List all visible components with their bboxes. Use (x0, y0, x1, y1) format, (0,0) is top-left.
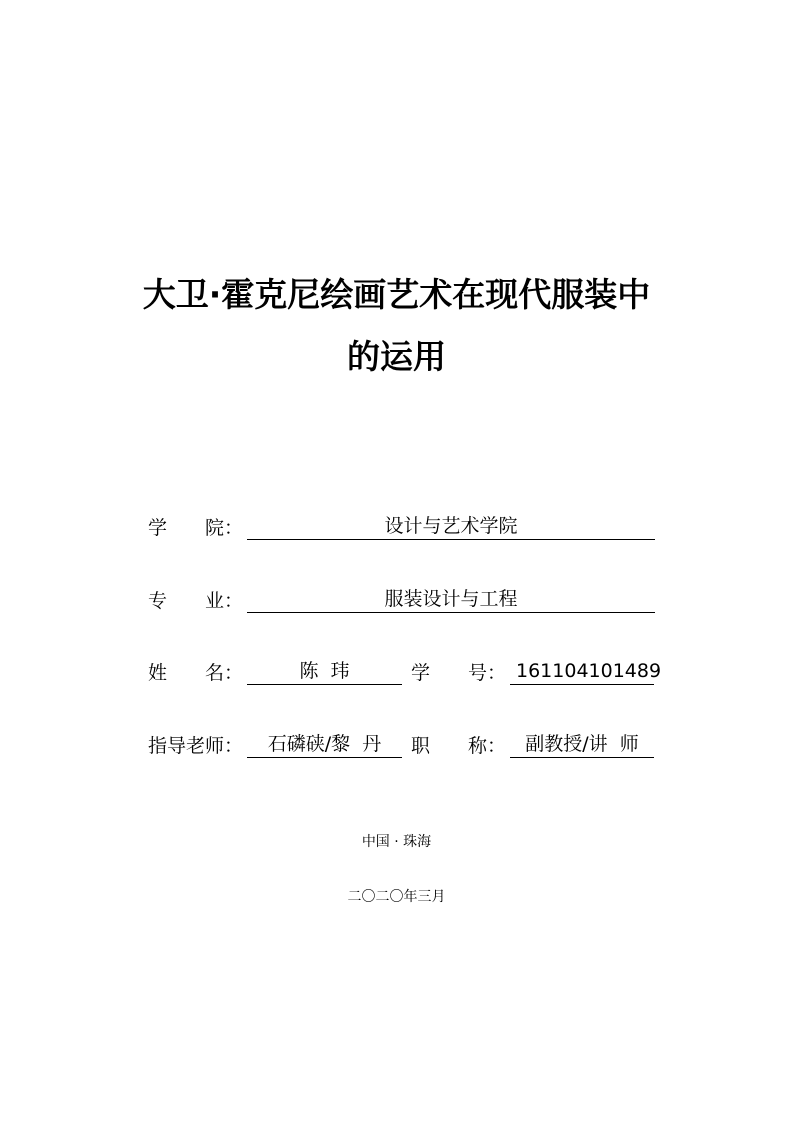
major-label: 专 业： (148, 590, 244, 612)
college-value: 设计与艺术学院 (247, 514, 655, 540)
title-rank-value: 副教授/讲 师 (510, 732, 654, 758)
advisor-label: 指导老师： (148, 735, 244, 757)
thesis-title-line-1: 大卫·霍克尼绘画艺术在现代服装中 (142, 275, 651, 314)
major-value: 服装设计与工程 (247, 587, 655, 613)
student-id-label: 学 号： (411, 662, 507, 684)
title-rank-label: 职 称： (411, 735, 507, 757)
college-label: 学 院： (148, 517, 244, 539)
date-text: 二〇二〇年三月 (347, 889, 446, 905)
name-value: 陈 玮 (247, 659, 402, 685)
thesis-title-line-2: 的运用 (347, 337, 446, 376)
name-label: 姓 名： (148, 662, 244, 684)
student-id-value: 161104101489 (510, 659, 654, 685)
location-text: 中国 · 珠海 (361, 834, 432, 850)
advisor-value: 石磷硖/黎 丹 (247, 732, 402, 758)
